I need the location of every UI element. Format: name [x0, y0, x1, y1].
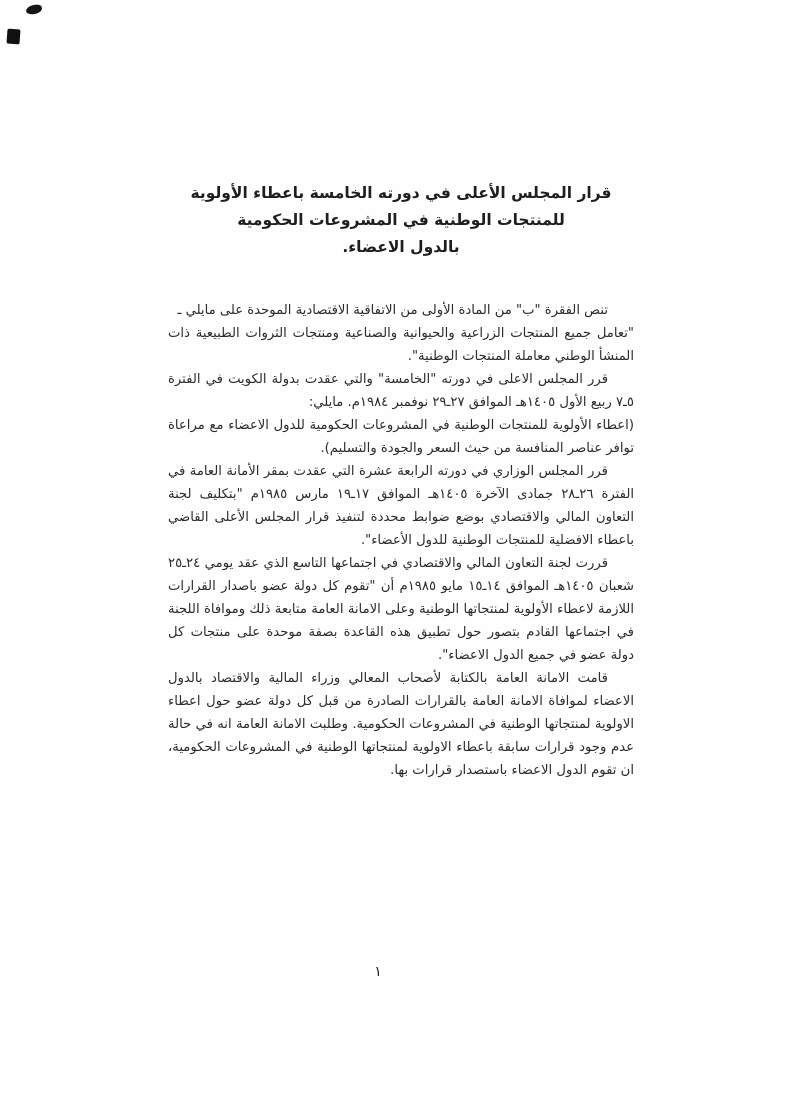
- paragraph: تنص الفقرة "ب" من المادة الأولى من الاتفاقية الاقتصادية الموحدة على مايلي ـ: [177, 303, 608, 318]
- text-block: [168, 180, 634, 782]
- page-number: ١: [374, 964, 382, 980]
- paragraph: قرر المجلس الوزاري في دورته الرابعة عشرة التي عقدت بمقر الأمانة العامة في الفترة ٢٦ـ٢٨ جمادى الآخرة ١٤٠٥هـ الموافق ١٧ـ١٩ مارس ١٩٨٥م "بتكليف لجنة التعاون المالي والاقتصادي بوضع ضوابط محددة لتنفيذ قرار المجلس الأعلى القاضي باعطاء الافضلية للمنتجات الوطنية للدول الأعضاء".: [168, 464, 635, 548]
- scan-artifact: [25, 4, 42, 15]
- paragraph: (اعطاء الأولوية للمنتجات الوطنية في المشروعات الحكومية للدول الاعضاء مع مراعاة توافر عناصر المنافسة من حيث السعر والجودة والتسليم).: [168, 418, 634, 456]
- scan-artifact: [6, 29, 20, 45]
- title-line: للمنتجات الوطنية في المشروعات الحكومية: [237, 211, 565, 229]
- document-body: [168, 299, 634, 782]
- document-title: [168, 180, 634, 261]
- paragraph: قررت لجنة التعاون المالي والاقتصادي في اجتماعها التاسع الذي عقد يومي ٢٤ـ٢٥ شعبان ١٤٠٥هـ الموافق ١٤ـ١٥ مايو ١٩٨٥م أن "تقوم كل دولة عضو باصدار القرارات اللازمة لاعطاء الأولوية لمنتجاتها الوطنية وعلى الامانة العامة متابعة ذلك وموافاة اللجنة في اجتماعها القادم بتصور حول تطبيق هذه القاعدة بصفة موحدة على منتجات كل دولة عضو في جميع الدول الاعضاء".: [168, 556, 634, 663]
- title-line: قرار المجلس الأعلى في دورته الخامسة باعطاء الأولوية: [190, 184, 612, 202]
- paragraph: قامت الامانة العامة بالكتابة لأصحاب المعالي وزراء المالية والاقتصاد بالدول الاعضاء لموافاة الامانة العامة بالقرارات الصادرة من قبل كل دولة عضو حول اعطاء الاولوية لمنتجاتها الوطنية في المشروعات الحكومية. وطلبت الامانة العامة انه في حالة عدم وجود قرارات سابقة باعطاء الاولوية لمنتجاتها الوطنية في المشروعات الحكومية، ان تقوم الدول الاعضاء باستصدار قرارات بها.: [168, 671, 634, 778]
- title-line: بالدول الاعضاء.: [342, 238, 460, 256]
- paragraph: "تعامل جميع المنتجات الزراعية والحيوانية والصناعية ومنتجات الثروات الطبيعية ذات المنشأ الوطني معاملة المنتجات الوطنية".: [168, 326, 634, 364]
- paragraph: قرر المجلس الاعلى في دورته "الخامسة" والتي عقدت بدولة الكويت في الفترة ٥ـ٧ ربيع الأول ١٤٠٥هـ الموافق ٢٧ـ٢٩ نوفمبر ١٩٨٤م. مايلي:: [168, 372, 634, 410]
